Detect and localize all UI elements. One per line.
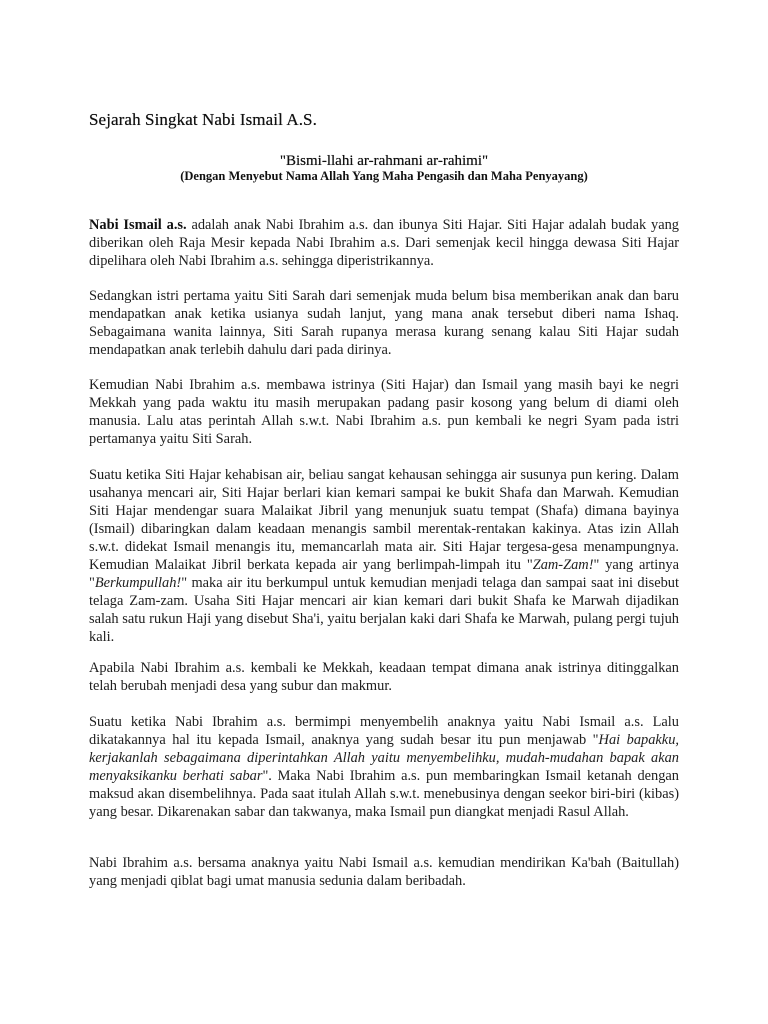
paragraph-1 [89, 216, 679, 270]
paragraph-1-text: adalah anak Nabi Ibrahim a.s. dan ibunya Siti Hajar. Siti Hajar adalah budak yang diberikan oleh Raja Mesir kepada Nabi Ibrahim a.s. Dari semenjak kecil hingga dewasa Siti Hajar dipelihara oleh Nabi Ibrahim a.s. sehingga diperistrikannya. [89, 217, 679, 269]
paragraph-6 [89, 713, 679, 821]
bismillah-translation: (Dengan Menyebut Nama Allah Yang Maha Pengasih dan Maha Penyayang) [180, 169, 588, 183]
paragraph-2: Sedangkan istri pertama yaitu Siti Sarah dari semenjak muda belum bisa memberikan anak dan baru mendapatkan anak ketika usianya sudah lanjut, yang mana anak tersebut diberi nama Ishaq. Sebagaimana wanita lainnya, Siti Sarah rupanya merasa kurang senang kalau Siti Hajar sudah mendapatkan anak terlebih dahulu dari pada dirinya. [89, 288, 679, 358]
document-title: Sejarah Singkat Nabi Ismail A.S. [89, 110, 317, 129]
paragraph-6-text-after: ". Maka Nabi Ibrahim a.s. pun membaringkan Ismail ketanah dengan maksud akan disembelihnya. Pada saat itulah Allah s.w.t. menebusinya dengan seekor biri-biri (kibas) yang besar. Dikarenakan sabar dan takwanya, maka Ismail pun diangkat menjadi Rasul Allah. [89, 768, 679, 820]
paragraph-4-text-after: " maka air itu berkumpul untuk kemudian menjadi telaga dan sampai saat ini disebut telaga Zam-zam. Usaha Siti Hajar mencari air kian kemari dari bukit Shafa ke Marwah dijadikan salah satu rukun Haji yang disebut Sha'i, yaitu berjalan kaki dari Shafa ke Marwah, pulang pergi tujuh kali. [89, 575, 679, 645]
bismillah-heading: "Bismi-llahi ar-rahmani ar-rahimi" [279, 153, 489, 169]
paragraph-4-text-middle: " yang artinya " [89, 557, 679, 591]
paragraph-7: Nabi Ibrahim a.s. bersama anaknya yaitu Nabi Ismail a.s. kemudian mendirikan Ka'bah (Baitullah) yang menjadi qiblat bagi umat manusia sedunia dalam beribadah. [89, 855, 679, 889]
paragraph-4-text-before: Suatu ketika Siti Hajar kehabisan air, beliau sangat kehausan sehingga air susunya pun kering. Dalam usahanya mencari air, Siti Hajar berlari kian kemari sampai ke bukit Shafa dan Marwah. Kemudian Siti Hajar mendengar suara Malaikat Jibril yang menunjuk suatu tempat (Shafa) dimana bayinya (Ismail) dibaringkan dalam keadaan menangis sambil merentak-rentakan kakinya. Atas izin Allah s.w.t. didekat Ismail menangis itu, memancarlah mata air. Siti Hajar tergesa-gesa menampungnya. Kemudian Malaikat Jibril berkata kepada air yang berlimpah-limpah itu " [89, 467, 679, 573]
paragraph-1-lead: Nabi Ismail a.s. [89, 217, 187, 233]
paragraph-4 [89, 466, 679, 646]
paragraph-3: Kemudian Nabi Ibrahim a.s. membawa istrinya (Siti Hajar) dan Ismail yang masih bayi ke negri Mekkah yang pada waktu itu masih merupakan padang pasir kosong yang belum di diami oleh manusia. Lalu atas perintah Allah s.w.t. Nabi Ibrahim a.s. pun kembali ke negri Syam pada istri pertamanya yaitu Siti Sarah. [89, 377, 679, 447]
paragraph-4-italic-berkumpullah: Berkumpullah! [94, 575, 182, 591]
paragraph-6-italic-quote: Hai bapakku, kerjakanlah sebagaimana diperintahkan Allah yaitu menyembelihku, mudah-mudahan bapak akan menyaksikanku berhati sabar [89, 732, 679, 784]
paragraph-5: Apabila Nabi Ibrahim a.s. kembali ke Mekkah, keadaan tempat dimana anak istrinya ditinggalkan telah berubah menjadi desa yang subur dan makmur. [89, 660, 679, 694]
paragraph-4-italic-zamzam: Zam-Zam! [532, 557, 594, 573]
paragraph-6-text-before: Suatu ketika Nabi Ibrahim a.s. bermimpi menyembelih anaknya yaitu Nabi Ismail a.s. Lalu dikatakannya hal itu kepada Ismail, anaknya yang sudah besar itu pun menjawab " [89, 714, 679, 748]
